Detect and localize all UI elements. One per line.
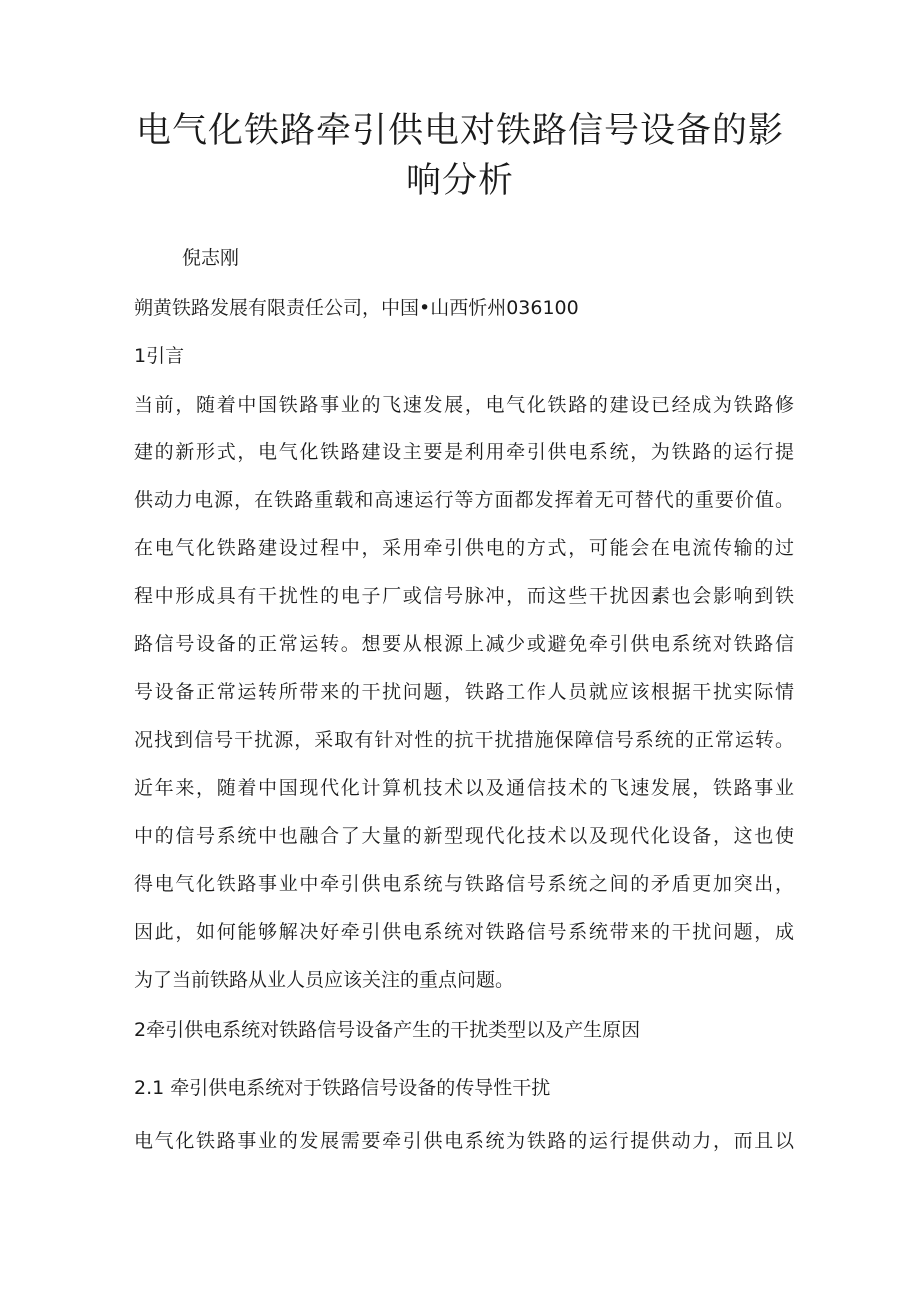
affiliation: 朔黄铁路发展有限责任公司，中国•山西忻州036100 [134, 297, 579, 319]
paragraph-line: 号设备正常运转所带来的干扰问题，铁路工作人员就应该根据干扰实际情 [134, 681, 794, 703]
paragraph-line: 程中形成具有干扰性的电子厂或信号脉冲，而这些干扰因素也会影响到铁 [134, 585, 794, 607]
paragraph-line: 当前，随着中国铁路事业的飞速发展，电气化铁路的建设已经成为铁路修 [134, 394, 794, 416]
paragraph-line: 中的信号系统中也融合了大量的新型现代化技术以及现代化设备，这也使 [134, 825, 794, 847]
section-1-heading: 1引言 [134, 345, 185, 367]
paragraph-line: 因此，如何能够解决好牵引供电系统对铁路信号系统带来的干扰问题，成 [134, 921, 794, 943]
document-title [120, 106, 800, 206]
paragraph-line: 况找到信号干扰源，采取有针对性的抗干扰措施保障信号系统的正常运转。 [134, 729, 794, 751]
paragraph-line: 建的新形式，电气化铁路建设主要是利用牵引供电系统，为铁路的运行提 [134, 441, 794, 463]
section-2-heading: 2牵引供电系统对铁路信号设备产生的干扰类型以及产生原因 [134, 1019, 641, 1041]
title-line-2: 响分析 [405, 161, 514, 201]
paragraph-line: 在电气化铁路建设过程中，采用牵引供电的方式，可能会在电流传输的过 [134, 537, 794, 559]
section-2-1-heading: 2.1 牵引供电系统对于铁路信号设备的传导性干扰 [134, 1077, 551, 1099]
paragraph-2-line-1: 电气化铁路事业的发展需要牵引供电系统为铁路的运行提供动力，而且以 [134, 1130, 794, 1152]
author-name: 倪志刚 [182, 247, 240, 269]
paragraph-line: 供动力电源，在铁路重载和高速运行等方面都发挥着无可替代的重要价值。 [134, 489, 794, 511]
paragraph-line: 路信号设备的正常运转。想要从根源上减少或避免牵引供电系统对铁路信 [134, 633, 794, 655]
paragraph-line: 为了当前铁路从业人员应该关注的重点问题。 [134, 969, 515, 991]
paragraph-line: 近年来，随着中国现代化计算机技术以及通信技术的飞速发展，铁路事业 [134, 777, 794, 799]
paragraph-line: 得电气化铁路事业中牵引供电系统与铁路信号系统之间的矛盾更加突出， [134, 873, 794, 895]
title-line-1: 电气化铁路牵引供电对铁路信号设备的影 [135, 111, 784, 151]
